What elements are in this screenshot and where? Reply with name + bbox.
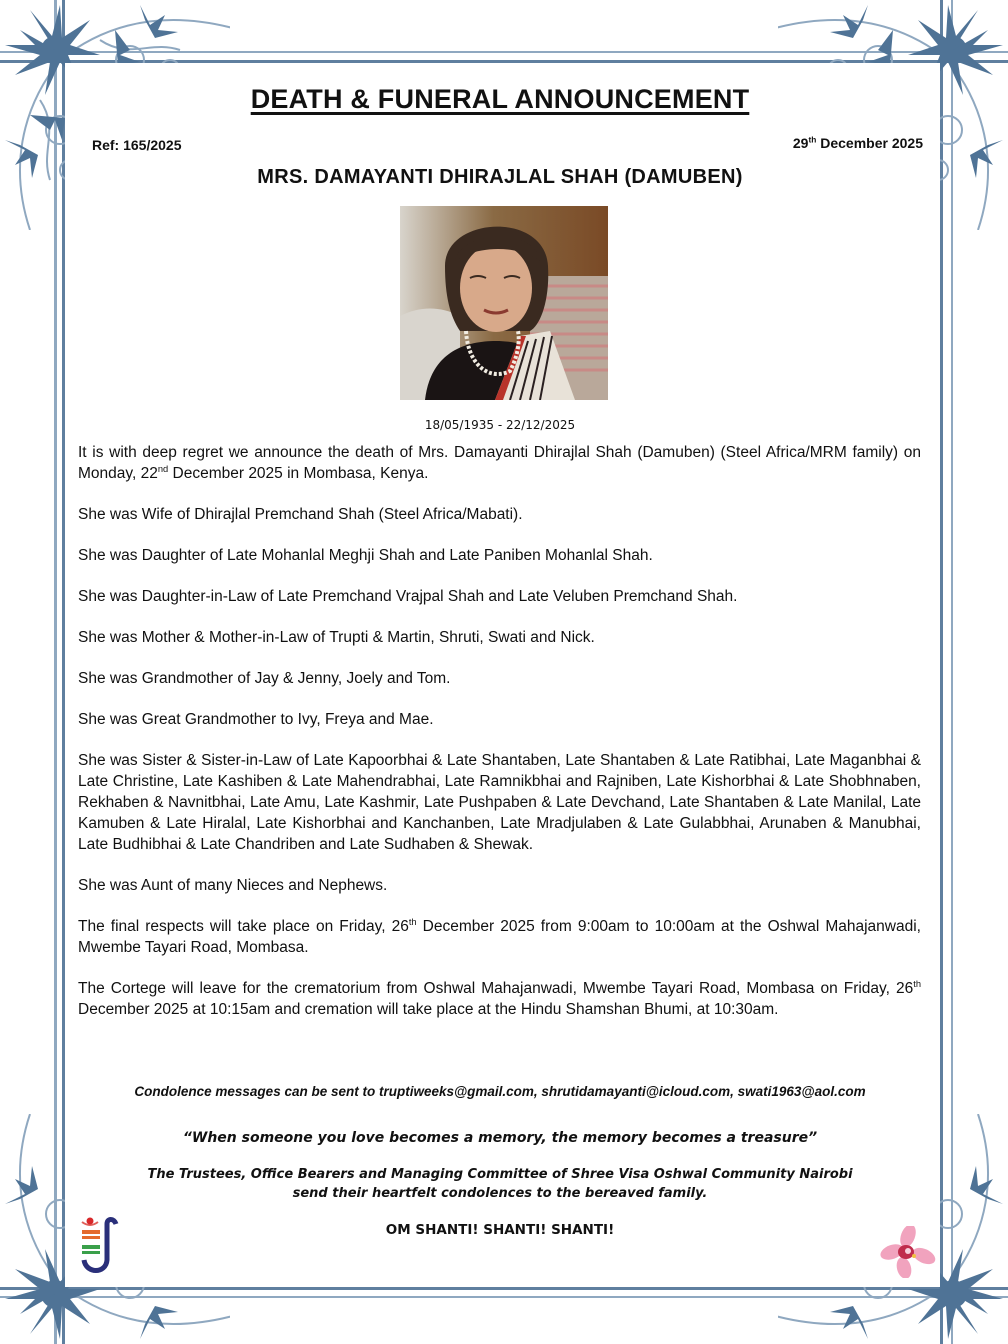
paragraph-cortege	[78, 978, 921, 1020]
paragraph-death-notice	[78, 442, 921, 484]
text: It is with deep regret we announce the death of Mrs. Damayanti Dhirajlal Shah (Damuben) (Steel Africa/MRM family) on Monday, 22	[78, 444, 921, 482]
date-rest: December 2025	[816, 135, 923, 151]
page-title	[70, 84, 930, 115]
announcement-date	[793, 135, 923, 151]
paragraph-aunt: She was Aunt of many Nieces and Nephews.	[78, 877, 388, 894]
memorial-quote: “When someone you love becomes a memory, the memory becomes a treasure”	[182, 1130, 818, 1146]
text: The final respects will take place on Friday, 26	[78, 918, 409, 935]
page-title-text: DEATH & FUNERAL ANNOUNCEMENT	[250, 84, 750, 114]
community-logo-icon	[80, 1216, 120, 1274]
ordinal-suffix: th	[913, 978, 921, 989]
deceased-name: MRS. DAMAYANTI DHIRAJLAL SHAH (DAMUBEN)	[257, 166, 743, 188]
text: December 2025 at 10:15am and cremation will take place at the Hindu Shamshan Bhumi, at 10:30am.	[78, 1001, 779, 1018]
ordinal-suffix: th	[408, 916, 417, 927]
portrait-photo	[400, 206, 608, 400]
paragraph-mother: She was Mother & Mother-in-Law of Trupti & Martin, Shruti, Swati and Nick.	[78, 629, 595, 646]
reference-number: Ref: 165/2025	[92, 137, 182, 153]
paragraph-final-respects	[78, 916, 921, 958]
trustees-line-2: send their heartfelt condolences to the bereaved family.	[292, 1186, 708, 1201]
date-suffix: th	[808, 134, 817, 145]
paragraph-wife: She was Wife of Dhirajlal Premchand Shah (Steel Africa/Mabati).	[78, 506, 523, 523]
date-day: 29	[792, 135, 809, 151]
trustees-message	[70, 1165, 930, 1203]
text: December 2025 in Mombasa, Kenya.	[168, 465, 429, 482]
closing-prayer: OM SHANTI! SHANTI! SHANTI!	[385, 1222, 615, 1238]
paragraph-great-grandmother: She was Great Grandmother to Ivy, Freya and Mae.	[78, 711, 434, 728]
trustees-line-1: The Trustees, Office Bearers and Managing Committee of Shree Visa Oshwal Community Nairobi	[147, 1167, 853, 1182]
condolence-emails: Condolence messages can be sent to truptiweeks@gmail.com, shrutidamayanti@icloud.com, swati1963@aol.com	[134, 1084, 866, 1099]
lifespan-dates: 18/05/1935 - 22/12/2025	[424, 418, 576, 432]
paragraph-daughter-in-law: She was Daughter-in-Law of Late Premchand Vrajpal Shah and Late Veluben Premchand Shah.	[78, 588, 738, 605]
paragraph-sister: She was Sister & Sister-in-Law of Late Kapoorbhai & Late Shantaben, Late Shantaben & Late Ratibhai, Late Maganbhai & Late Christine, Late Kashiben & Late Mahendrabhai, Late Ramnikbhai and Rajniben, Late Kishorbhai & Late Shobhnaben, Rekhaben & Navnitbhai, Late Amu, Late Kashmir, Late Pushpaben & Late Devchand, Late Shantaben & Late Manilal, Late Kamuben & Late Hiralal, Late Kishorbhai and Kanchanben, Late Mradjulaben & Late Gulabbhai, Arunaben & Manubhai, Late Budhibhai & Late Chandriben and Late Sudhaben & Shewak.	[78, 752, 921, 853]
portrait-image-icon	[400, 206, 608, 400]
text: December 2025 from 9:00am to 10:00am at the Oshwal Mahajanwadi, Mwembe Tayari Road, Mombasa.	[78, 918, 921, 956]
announcement-body	[78, 442, 921, 1040]
text: The Cortege will leave for the crematorium from Oshwal Mahajanwadi, Mwembe Tayari Road, Mombasa on Friday, 26	[78, 980, 914, 997]
paragraph-grandmother: She was Grandmother of Jay & Jenny, Joely and Tom.	[78, 670, 451, 687]
orchid-flower-icon	[880, 1226, 936, 1278]
paragraph-daughter: She was Daughter of Late Mohanlal Meghji Shah and Late Paniben Mohanlal Shah.	[78, 547, 653, 564]
ordinal-suffix: nd	[157, 463, 169, 474]
